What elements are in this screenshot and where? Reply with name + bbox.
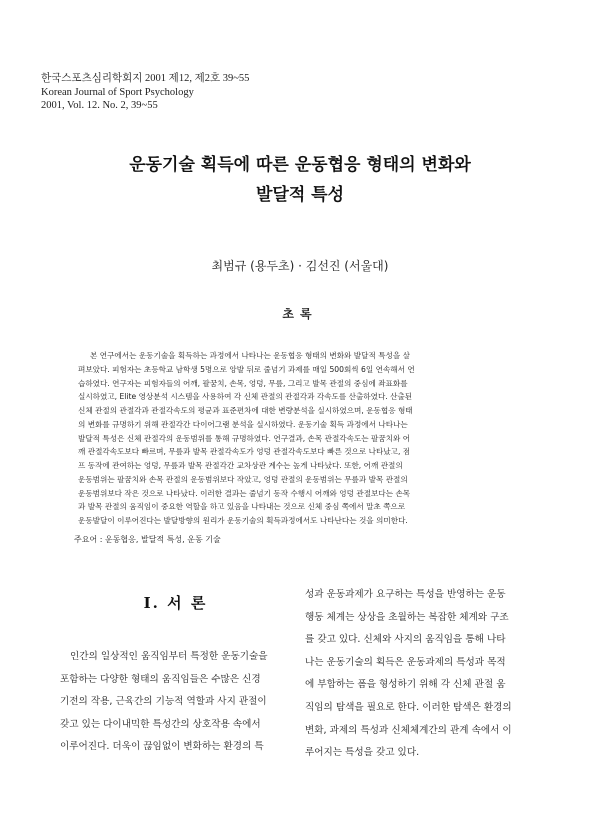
authors: 최범규 (용두초) · 김선진 (서울대) bbox=[211, 259, 389, 273]
body-line: 변화, 과제의 특성과 신체체계간의 관계 속에서 이 bbox=[305, 724, 512, 736]
body-line: 나는 운동기술의 획득은 운동과제의 특성과 목적 bbox=[305, 656, 506, 668]
body-line: 성과 운동과제가 요구하는 특성을 반영하는 운동 bbox=[305, 589, 506, 600]
abstract-line: 습하였다. 연구자는 피험자들의 어깨, 팔꿈치, 손목, 엉덩, 무릎, 그리고 발목 관절의 중심에 좌표화를 bbox=[78, 378, 408, 388]
body-line: 이루어진다. 더욱이 끊임없이 변화하는 환경의 특 bbox=[60, 741, 264, 753]
section-title-introduction: Ⅰ. 서 론 bbox=[143, 594, 208, 612]
abstract-line: 의 변화를 규명하기 위해 관절각간 다이어그램 분석을 실시하였다. 운동기술 획득 과정에서 나타나는 bbox=[78, 419, 408, 429]
body-line: 루어지는 특성을 갖고 있다. bbox=[305, 747, 420, 759]
abstract-line: 운동발달이 이루어진다는 발달방향의 원리가 운동기술의 획득과정에서도 나타난다는 것을 의미한다. bbox=[78, 516, 408, 525]
abstract-line: 펴보았다. 피험자는 초등학교 남학생 5명으로 앙발 뒤로 줄넘기 과제를 매일 500회씩 6일 연속해서 연 bbox=[78, 364, 415, 374]
abstract-line: 운동범위는 팔꿈치와 손목 관절의 운동범위보다 작았고, 엉덩 관절의 운동범위는 무릎과 발목 관절의 bbox=[78, 474, 408, 484]
body-line: 에 부합하는 폼을 형성하기 위해 각 신체 관절 움 bbox=[305, 679, 506, 691]
journal-name-english: Korean Journal of Sport Psychology bbox=[41, 86, 194, 98]
body-column-left bbox=[60, 646, 286, 759]
abstract-line: 과 발목 관절의 움직임이 중요한 역할을 하고 있음을 나타내는 것으로 신체 중심 쪽에서 말초 쪽으로 bbox=[78, 502, 406, 512]
abstract-line: 깨 관절각속도보다 빠르며, 무릎과 발목 관절각속도가 엉덩 관절각속도보다 빠른 것으로 나타났고, 점 bbox=[78, 447, 411, 457]
body-line: 직임의 탐색을 필요로 한다. 이러한 탐색은 환경의 bbox=[305, 701, 512, 713]
body-column-right bbox=[305, 584, 567, 765]
body-line: 행동 체계는 상상을 초월하는 복잡한 체계와 구조 bbox=[305, 611, 509, 623]
body-line: 기전의 작용, 근육간의 기능적 역할과 사지 관절이 bbox=[60, 696, 267, 708]
journal-citation-korean: 한국스포츠심리학회지 2001 제12, 제2호 39~55 bbox=[41, 73, 250, 84]
abstract-line: 프 동작에 관여하는 엉덩, 무릎과 발목 관절각간 교차상관 계수는 높게 나타났다. 또한, 어깨 관절의 bbox=[78, 461, 403, 470]
abstract-line: 실시하였고, Elite 영상분석 시스템을 사용하여 각 신체 관절의 관절각과 각속도를 산출하였다. 산출된 bbox=[78, 392, 413, 402]
keywords: 주요어 : 운동협응, 발달적 특성, 운동 기술 bbox=[74, 535, 221, 544]
paper-title-line-1: 운동기술 획득에 따른 운동협응 형태의 변화와 bbox=[129, 155, 471, 175]
body-line: 를 갖고 있다. 신체와 사지의 움직임을 통해 나타 bbox=[305, 634, 506, 646]
journal-volume: 2001, Vol. 12. No. 2, 39~55 bbox=[41, 100, 158, 111]
abstract-line: 본 연구에서는 운동기술을 획득하는 과정에서 나타나는 운동협응 형태의 변화와 발달적 특성을 살 bbox=[90, 351, 410, 360]
paper-title-line-2: 발달적 특성 bbox=[255, 185, 345, 205]
journal-citation bbox=[41, 72, 249, 113]
abstract-line: 신체 관절의 관절각과 관절각속도의 평균과 표준편차에 대한 변량분석을 실시하였으며, 운동협응 형태 bbox=[78, 406, 413, 415]
body-line: 인간의 일상적인 움직임부터 특정한 운동기술을 bbox=[70, 651, 268, 662]
abstract-line: 운동범위보다 작은 것으로 나타났다. 이러한 결과는 줄넘기 동작 수행시 어깨와 엉덩 관절보다는 손목 bbox=[78, 488, 411, 498]
abstract-heading: 초록 bbox=[282, 307, 318, 321]
body-line: 갖고 있는 다이내믹한 특성간의 상호작용 속에서 bbox=[60, 718, 261, 730]
body-line: 포함하는 다양한 형태의 움직임들은 수많은 신경 bbox=[60, 673, 261, 685]
abstract-body bbox=[78, 349, 518, 528]
abstract-line: 발달적 특성은 신체 관절각의 운동범위를 통해 규명하였다. 연구결과, 손목 관절각속도는 팔꿈치와 어 bbox=[78, 433, 411, 443]
